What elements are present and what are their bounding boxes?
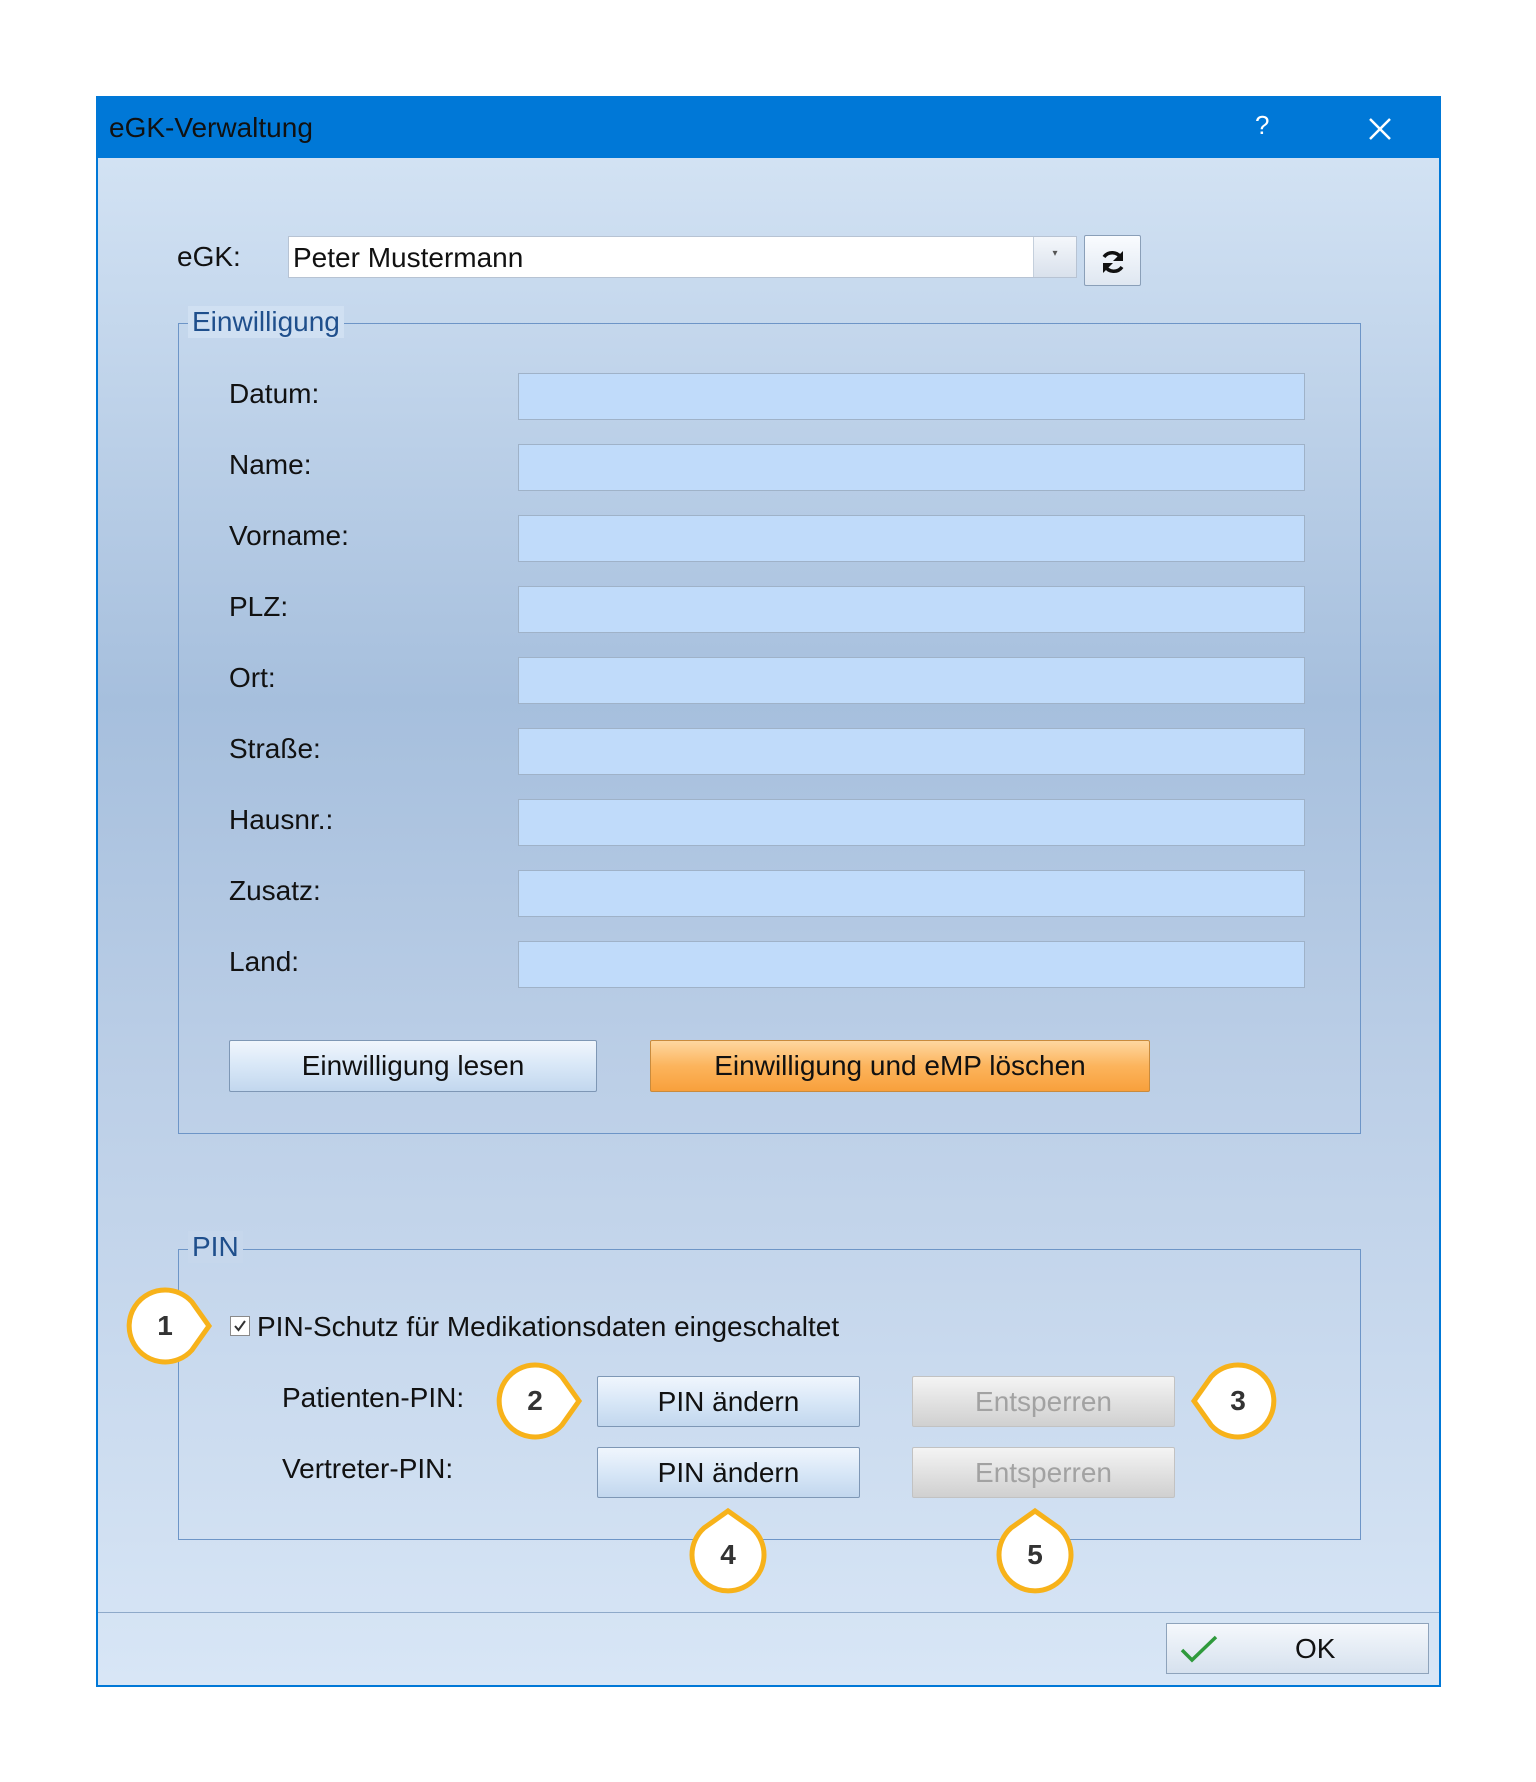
callout-2-number: 2 [527,1385,543,1416]
einwilligung-legend: Einwilligung [188,306,344,338]
callout-5-number: 5 [1027,1539,1043,1570]
hausnr-label: Hausnr.: [229,804,334,835]
callout-5 [996,1516,1074,1594]
pin-schutz-label: PIN-Schutz für Medikationsdaten eingeschaltet [257,1311,840,1342]
callout-4-number: 4 [720,1539,736,1570]
zusatz-label: Zusatz: [229,875,321,906]
egk-label: eGK: [177,241,241,272]
einwilligung-loeschen-button[interactable]: Einwilligung und eMP löschen [650,1040,1150,1092]
callout-1 [126,1287,204,1365]
footer-divider [98,1612,1439,1613]
name-field[interactable] [518,444,1305,491]
patienten-pin-entsperren-button[interactable]: Entsperren [912,1376,1175,1427]
einwilligung-lesen-button[interactable]: Einwilligung lesen [229,1040,597,1092]
refresh-icon [1099,248,1127,276]
checkmark-icon [1179,1634,1219,1664]
plz-label: PLZ: [229,591,289,622]
patienten-pin-aendern-button[interactable]: PIN ändern [597,1376,860,1427]
strasse-field[interactable] [518,728,1305,775]
callout-4 [689,1516,767,1594]
callout-1-number: 1 [157,1310,173,1341]
egk-select-value: Peter Mustermann [293,242,524,273]
patienten-pin-label: Patienten-PIN: [282,1382,465,1413]
egk-dialog [96,96,1441,1687]
land-field[interactable] [518,941,1305,988]
refresh-button[interactable] [1084,235,1141,286]
chevron-down-icon[interactable]: ▾ [1033,237,1076,277]
close-button[interactable] [1366,115,1394,143]
strasse-label: Straße: [229,733,321,764]
ort-field[interactable] [518,657,1305,704]
datum-field[interactable] [518,373,1305,420]
vorname-label: Vorname: [229,520,349,551]
ok-button[interactable] [1166,1623,1429,1674]
vertreter-pin-aendern-button[interactable]: PIN ändern [597,1447,860,1498]
ok-label: OK [1295,1633,1336,1664]
hausnr-field[interactable] [518,799,1305,846]
callout-3 [1199,1362,1277,1440]
checkmark-icon [233,1319,247,1333]
vertreter-pin-entsperren-button[interactable]: Entsperren [912,1447,1175,1498]
vorname-field[interactable] [518,515,1305,562]
zusatz-field[interactable] [518,870,1305,917]
datum-label: Datum: [229,378,320,409]
title-bar [98,98,1439,158]
close-icon [1366,115,1394,143]
ort-label: Ort: [229,662,276,693]
window-title: eGK-Verwaltung [109,112,313,143]
callout-3-number: 3 [1230,1385,1246,1416]
name-label: Name: [229,449,312,480]
pin-legend: PIN [188,1231,243,1263]
help-button[interactable]: ? [1255,110,1270,140]
egk-select[interactable] [288,236,1077,278]
callout-2 [496,1362,574,1440]
plz-field[interactable] [518,586,1305,633]
land-label: Land: [229,946,300,977]
vertreter-pin-label: Vertreter-PIN: [282,1453,454,1484]
